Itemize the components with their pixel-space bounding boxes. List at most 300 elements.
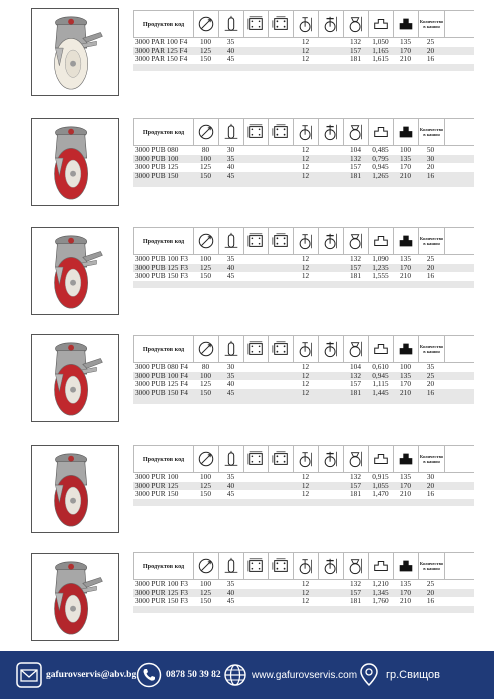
table-row [133, 597, 474, 606]
spec-cell: 1,115 [372, 380, 389, 389]
spec-cell [268, 589, 293, 598]
product-code-cell: 3000 PUR 100 F3 [135, 580, 188, 588]
spec-cell [268, 490, 293, 499]
spec-cell: 45 [226, 55, 235, 64]
spec-cell [268, 38, 293, 47]
spec-cell [268, 172, 293, 181]
bolt-load-icon [319, 336, 344, 362]
spec-cell [243, 172, 268, 181]
product-code-header: Продуктов код [134, 553, 194, 579]
quantity-header: Количество в кашон [419, 11, 445, 37]
email-icon [16, 662, 42, 688]
spec-cell [268, 163, 293, 172]
specs-table [133, 227, 474, 288]
spec-cell [268, 255, 293, 264]
caster-photo [31, 553, 119, 641]
spec-cell: 50 [426, 146, 435, 154]
spec-cell [318, 55, 343, 64]
product-code-header: Продуктов код [134, 228, 194, 254]
spec-cell: 181 [350, 597, 361, 606]
spec-cell: 100 [200, 580, 211, 588]
spec-cell [268, 597, 293, 606]
product-code-header: Продуктов код [134, 11, 194, 37]
spec-cell [268, 580, 293, 589]
table-row [133, 155, 474, 164]
contact-footer [0, 651, 494, 699]
spec-cell [268, 272, 293, 281]
spec-cell: 1,615 [372, 55, 389, 64]
spec-cell: 45 [226, 490, 235, 499]
spec-cell: 0,610 [372, 363, 389, 371]
spec-cell: 150 [200, 171, 211, 180]
spec-cell: 0,485 [372, 146, 389, 154]
diameter-icon [194, 553, 219, 579]
weight-icon [369, 11, 394, 37]
spec-cell: 150 [200, 597, 211, 606]
spec-cell: 30 [226, 146, 235, 154]
product-code-cell: 3000 PUB 080 [135, 146, 179, 154]
spec-cell: 0,795 [372, 154, 389, 163]
spec-cell [243, 482, 268, 491]
spec-cell: 16 [426, 597, 435, 606]
specs-table [133, 335, 474, 404]
spec-cell [318, 389, 343, 398]
table-row [133, 372, 474, 381]
spec-cell: 157 [350, 46, 361, 55]
spec-cell: 104 [350, 146, 361, 154]
spec-cell: 125 [200, 163, 211, 172]
spec-cell: 100 [200, 255, 211, 263]
load-capacity-icon [394, 553, 419, 579]
table-row [133, 389, 474, 398]
spec-cell [243, 380, 268, 389]
table-row [133, 473, 474, 482]
height-icon [344, 11, 369, 37]
specs-table [133, 118, 474, 187]
load-capacity-icon [394, 336, 419, 362]
quantity-header: Количество в кашон [419, 228, 445, 254]
load-capacity-icon [394, 11, 419, 37]
spec-cell: 25 [426, 38, 435, 46]
spec-cell: 210 [400, 388, 411, 397]
product-code-cell: 3000 PUB 150 F4 [135, 388, 188, 397]
weight-icon [369, 336, 394, 362]
spec-cell [243, 490, 268, 499]
spec-cell: 12 [301, 46, 310, 55]
table-row [133, 47, 474, 56]
bolt-load-icon [319, 553, 344, 579]
spec-cell [318, 172, 343, 181]
location-pin-icon [356, 662, 382, 688]
globe-icon [222, 662, 248, 688]
spec-cell: 125 [200, 263, 211, 272]
product-code-cell: 3000 PUB 125 [135, 163, 179, 172]
quantity-header: Количество в кашон [419, 336, 445, 362]
table-row [133, 38, 474, 47]
spec-cell: 1,235 [372, 263, 389, 272]
spec-cell: 20 [426, 481, 435, 490]
spec-cell: 150 [200, 490, 211, 499]
bolt-height-icon [294, 228, 319, 254]
spec-cell: 16 [426, 490, 435, 499]
spec-cell [243, 363, 268, 372]
spec-cell: 100 [400, 363, 411, 371]
spec-cell [243, 264, 268, 273]
spec-cell [268, 482, 293, 491]
spec-cell: 25 [426, 371, 435, 380]
spec-cell [268, 55, 293, 64]
spec-cell: 0,915 [372, 473, 389, 481]
spec-cell: 150 [200, 55, 211, 64]
spec-cell [318, 155, 343, 164]
spec-cell [243, 55, 268, 64]
diameter-icon [194, 119, 219, 145]
table-row [133, 363, 474, 372]
product-code-cell: 3000 PAR 100 F4 [135, 38, 188, 46]
spec-cell [243, 155, 268, 164]
table-row-empty [133, 499, 474, 506]
table-row [133, 272, 474, 281]
spec-cell: 16 [426, 272, 435, 281]
spec-cell: 1,265 [372, 171, 389, 180]
spec-cell: 25 [426, 255, 435, 263]
spec-cell: 12 [301, 38, 310, 46]
diameter-icon [194, 228, 219, 254]
product-code-cell: 3000 PUB 100 F3 [135, 255, 188, 263]
spec-cell: 16 [426, 388, 435, 397]
phone-icon [136, 662, 162, 688]
caster-photo [31, 8, 119, 96]
load-capacity-icon [394, 119, 419, 145]
spec-cell: 170 [400, 481, 411, 490]
location-contact [356, 661, 440, 689]
spec-cell: 12 [301, 55, 310, 64]
spec-cell [318, 146, 343, 155]
spec-cell: 125 [200, 481, 211, 490]
spec-cell [318, 47, 343, 56]
plate-icon [244, 228, 269, 254]
spec-cell: 100 [200, 473, 211, 481]
spec-cell: 181 [350, 388, 361, 397]
bolt-load-icon [319, 446, 344, 472]
caster-photo [31, 227, 119, 315]
spec-cell: 12 [301, 388, 310, 397]
spec-cell: 80 [201, 363, 210, 371]
bolt-load-icon [319, 228, 344, 254]
spec-cell: 30 [226, 363, 235, 371]
spec-cell: 150 [200, 272, 211, 281]
spec-cell: 1,760 [372, 597, 389, 606]
spec-cell: 1,050 [372, 38, 389, 46]
spec-cell: 16 [426, 171, 435, 180]
spec-cell [243, 389, 268, 398]
table-row [133, 380, 474, 389]
width-icon [219, 228, 244, 254]
spec-cell: 125 [200, 46, 211, 55]
table-row-empty [133, 64, 474, 71]
spec-cell [268, 473, 293, 482]
spec-cell: 35 [226, 255, 235, 263]
table-header [133, 335, 474, 363]
table-header [133, 445, 474, 473]
spec-cell: 30 [426, 154, 435, 163]
height-icon [344, 228, 369, 254]
spec-cell: 12 [301, 473, 310, 481]
spec-cell: 25 [426, 580, 435, 588]
height-icon [344, 553, 369, 579]
weight-icon [369, 553, 394, 579]
weight-icon [369, 228, 394, 254]
spec-cell: 12 [301, 580, 310, 588]
spec-cell: 150 [200, 388, 211, 397]
spec-cell: 1,210 [372, 580, 389, 588]
table-row-empty [133, 281, 474, 288]
spec-cell [318, 589, 343, 598]
spec-cell: 40 [226, 588, 235, 597]
product-code-cell: 3000 PUB 150 F3 [135, 272, 188, 281]
spec-cell: 1,555 [372, 272, 389, 281]
city-text: гр.Свищов [386, 669, 441, 681]
table-row [133, 55, 474, 64]
quantity-header: Количество в кашон [419, 553, 445, 579]
table-row [133, 172, 474, 181]
spec-cell: 12 [301, 171, 310, 180]
spec-cell: 40 [226, 380, 235, 389]
product-code-cell: 3000 PUR 125 F3 [135, 588, 188, 597]
spec-cell [318, 38, 343, 47]
table-row [133, 146, 474, 155]
spec-cell: 12 [301, 490, 310, 499]
spec-cell: 170 [400, 588, 411, 597]
caster-photo [31, 445, 119, 533]
spec-cell: 135 [400, 38, 411, 46]
product-code-cell: 3000 PAR 125 F4 [135, 46, 188, 55]
product-code-cell: 3000 PUB 125 F3 [135, 263, 188, 272]
spec-cell: 210 [400, 490, 411, 499]
table-row [133, 264, 474, 273]
specs-table [133, 10, 474, 71]
spec-cell: 20 [426, 263, 435, 272]
spec-cell: 20 [426, 163, 435, 172]
spec-cell [318, 482, 343, 491]
spec-cell: 210 [400, 55, 411, 64]
plate-icon [244, 553, 269, 579]
spec-cell [268, 389, 293, 398]
spec-cell [318, 580, 343, 589]
plate-holes-icon [269, 336, 294, 362]
spec-cell: 181 [350, 272, 361, 281]
spec-cell: 181 [350, 171, 361, 180]
width-icon [219, 336, 244, 362]
spec-cell: 20 [426, 380, 435, 389]
diameter-icon [194, 336, 219, 362]
product-code-cell: 3000 PUR 150 [135, 490, 179, 499]
spec-cell: 100 [400, 146, 411, 154]
spec-cell: 1,090 [372, 255, 389, 263]
spec-cell: 210 [400, 272, 411, 281]
diameter-icon [194, 446, 219, 472]
spec-cell: 1,470 [372, 490, 389, 499]
spec-cell: 104 [350, 363, 361, 371]
width-icon [219, 119, 244, 145]
email-text: gafurovservis@abv.bg [46, 670, 137, 680]
spec-cell: 12 [301, 272, 310, 281]
product-code-header: Продуктов код [134, 446, 194, 472]
spec-cell: 35 [226, 154, 235, 163]
spec-cell: 0,945 [372, 163, 389, 172]
spec-cell: 157 [350, 588, 361, 597]
product-code-cell: 3000 PUB 080 F4 [135, 363, 188, 371]
spec-cell: 135 [400, 580, 411, 588]
spec-cell: 135 [400, 371, 411, 380]
height-icon [344, 446, 369, 472]
spec-cell: 132 [350, 473, 361, 481]
spec-cell: 0,945 [372, 371, 389, 380]
table-header [133, 118, 474, 146]
weight-icon [369, 446, 394, 472]
spec-cell: 135 [400, 255, 411, 263]
spec-cell [243, 47, 268, 56]
spec-cell: 20 [426, 46, 435, 55]
spec-cell: 35 [226, 371, 235, 380]
quantity-header: Количество в кашон [419, 119, 445, 145]
bolt-height-icon [294, 446, 319, 472]
spec-cell: 35 [226, 38, 235, 46]
spec-cell [318, 597, 343, 606]
spec-cell [318, 380, 343, 389]
spec-cell [243, 597, 268, 606]
quantity-header: Количество в кашон [419, 446, 445, 472]
spec-cell: 125 [200, 588, 211, 597]
table-row-empty [133, 606, 474, 613]
spec-cell: 170 [400, 163, 411, 172]
spec-cell: 181 [350, 55, 361, 64]
spec-cell: 12 [301, 588, 310, 597]
spec-cell [318, 163, 343, 172]
weight-icon [369, 119, 394, 145]
spec-cell: 157 [350, 481, 361, 490]
plate-icon [244, 119, 269, 145]
specs-table [133, 445, 474, 506]
spec-cell: 181 [350, 490, 361, 499]
product-code-header: Продуктов код [134, 336, 194, 362]
product-code-cell: 3000 PUR 100 [135, 473, 179, 481]
spec-cell: 16 [426, 55, 435, 64]
spec-cell [318, 363, 343, 372]
spec-cell [268, 47, 293, 56]
spec-cell: 12 [301, 380, 310, 389]
bolt-load-icon [319, 119, 344, 145]
table-row [133, 163, 474, 172]
spec-cell [318, 372, 343, 381]
table-row [133, 490, 474, 499]
height-icon [344, 119, 369, 145]
table-row-empty [133, 180, 474, 187]
website-text: www.gafurovservis.com [252, 669, 358, 681]
spec-cell: 40 [226, 481, 235, 490]
spec-cell [318, 473, 343, 482]
caster-photo [31, 334, 119, 422]
load-capacity-icon [394, 228, 419, 254]
spec-cell: 1,055 [372, 481, 389, 490]
spec-cell: 45 [226, 272, 235, 281]
spec-cell [318, 264, 343, 273]
spec-cell: 1,165 [372, 46, 389, 55]
caster-photo [31, 118, 119, 206]
spec-cell [243, 372, 268, 381]
plate-icon [244, 11, 269, 37]
email-contact[interactable] [16, 661, 136, 689]
spec-cell [243, 163, 268, 172]
spec-cell: 135 [400, 154, 411, 163]
spec-cell [243, 38, 268, 47]
bolt-height-icon [294, 119, 319, 145]
spec-cell: 132 [350, 580, 361, 588]
spec-cell: 12 [301, 481, 310, 490]
table-row [133, 589, 474, 598]
spec-cell: 35 [226, 580, 235, 588]
bolt-height-icon [294, 11, 319, 37]
specs-table [133, 552, 474, 613]
spec-cell [268, 146, 293, 155]
spec-cell: 12 [301, 371, 310, 380]
bolt-height-icon [294, 553, 319, 579]
spec-cell: 100 [200, 371, 211, 380]
spec-cell [318, 490, 343, 499]
spec-cell: 12 [301, 146, 310, 154]
diameter-icon [194, 11, 219, 37]
spec-cell [243, 473, 268, 482]
table-row [133, 255, 474, 264]
spec-cell [268, 372, 293, 381]
spec-cell: 135 [400, 473, 411, 481]
spec-cell: 1,445 [372, 388, 389, 397]
width-icon [219, 11, 244, 37]
width-icon [219, 553, 244, 579]
spec-cell: 20 [426, 588, 435, 597]
phone-contact[interactable] [136, 661, 221, 689]
spec-cell [268, 155, 293, 164]
spec-cell [268, 363, 293, 372]
spec-cell: 80 [201, 146, 210, 154]
plate-holes-icon [269, 228, 294, 254]
spec-cell [243, 146, 268, 155]
spec-cell: 45 [226, 388, 235, 397]
product-code-cell: 3000 PUB 100 [135, 154, 179, 163]
spec-cell: 12 [301, 154, 310, 163]
spec-cell: 157 [350, 380, 361, 389]
website-contact[interactable] [222, 661, 357, 689]
product-code-cell: 3000 PUB 100 F4 [135, 371, 188, 380]
spec-cell: 30 [426, 473, 435, 481]
bolt-height-icon [294, 336, 319, 362]
spec-cell: 100 [200, 154, 211, 163]
product-code-header: Продуктов код [134, 119, 194, 145]
table-row [133, 580, 474, 589]
spec-cell: 12 [301, 163, 310, 172]
spec-cell: 35 [426, 363, 435, 371]
spec-cell: 125 [200, 380, 211, 389]
spec-cell: 40 [226, 263, 235, 272]
load-capacity-icon [394, 446, 419, 472]
spec-cell: 100 [200, 38, 211, 46]
product-code-cell: 3000 PUB 150 [135, 171, 179, 180]
product-code-cell: 3000 PUR 125 [135, 481, 179, 490]
plate-holes-icon [269, 446, 294, 472]
spec-cell: 132 [350, 255, 361, 263]
spec-cell: 12 [301, 255, 310, 263]
plate-holes-icon [269, 553, 294, 579]
